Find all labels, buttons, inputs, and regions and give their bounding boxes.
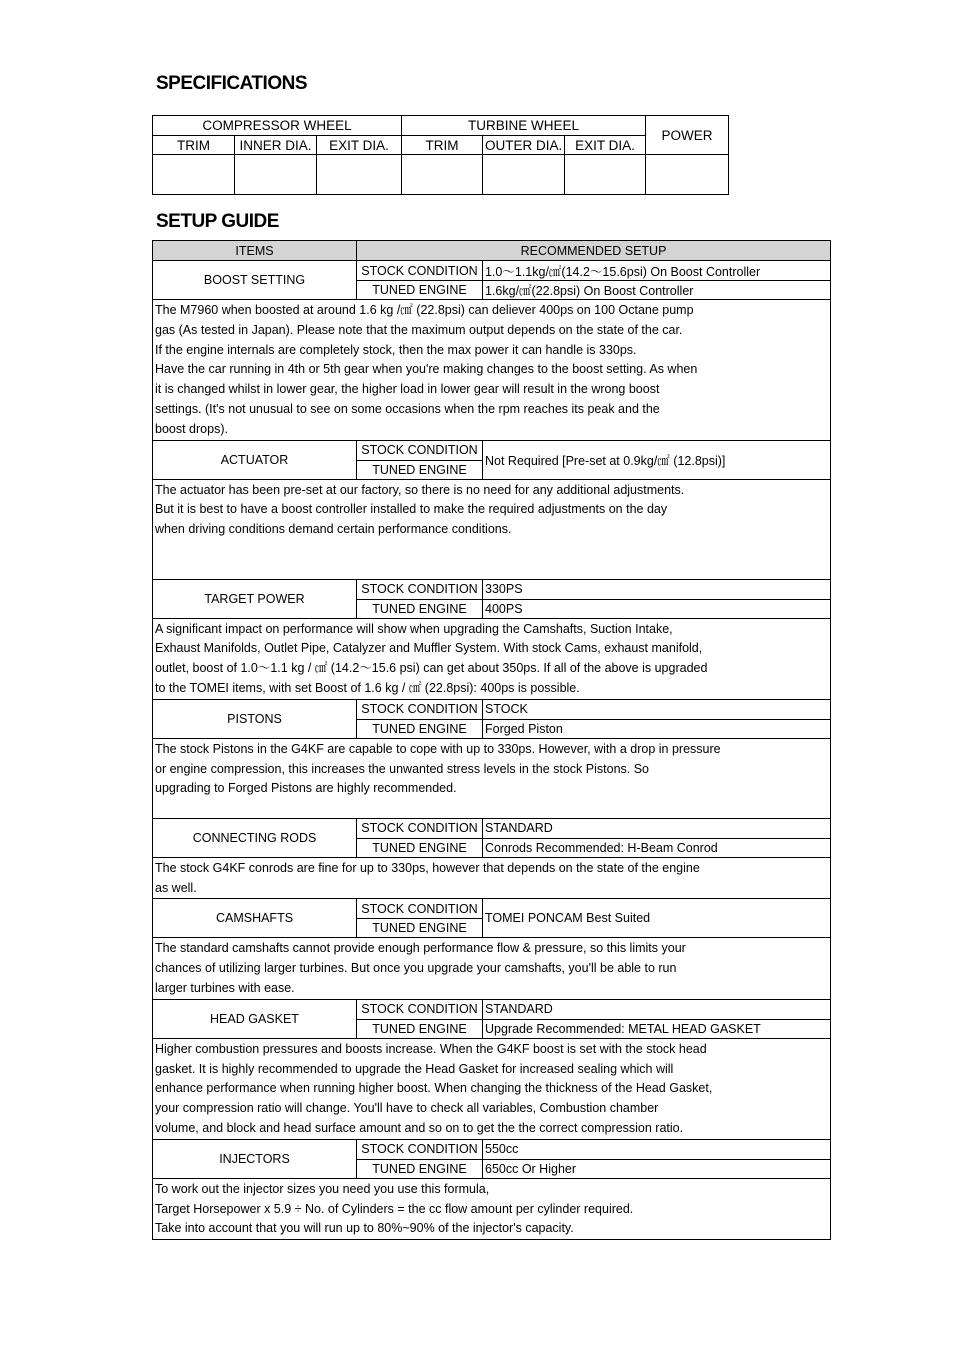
specifications-title: SPECIFICATIONS	[156, 73, 307, 94]
connecting-rods-notes	[153, 857, 831, 899]
item-target-power: TARGET POWER	[153, 579, 357, 618]
note-line: outlet, boost of 1.0～1.1 kg / ㎠ (14.2～15.6 psi) can get about 350ps. If all of the above is upgraded	[155, 661, 708, 676]
note-line: gas (As tested in Japan). Please note that the maximum output depends on the state of the car.	[155, 322, 683, 337]
note-line: it is changed whilst in lower gear, the higher load in lower gear will result in the wrong boost	[155, 382, 660, 397]
note-line: volume, and block and head surface amount and so on to get the the correct compression ratio.	[155, 1120, 684, 1135]
boost-setting-tuned-value: 1.6kg/㎠(22.8psi) On Boost Controller	[483, 281, 831, 300]
items-header: ITEMS	[153, 241, 357, 261]
turbine-outer-dia-value	[483, 155, 565, 195]
tuned-engine-label: TUNED ENGINE	[357, 719, 483, 738]
note-line: The stock Pistons in the G4KF are capable to cope with up to 330ps. However, with a drop in pressure	[155, 741, 721, 756]
note-line: when driving conditions demand certain performance conditions.	[155, 522, 512, 537]
note-line: enhance performance when running higher boost. When changing the thickness of the Head Gasket,	[155, 1081, 713, 1096]
setup-guide-title: SETUP GUIDE	[156, 211, 279, 232]
note-line: Exhaust Manifolds, Outlet Pipe, Catalyzer and Muffler System. With stock Cams, exhaust manifold,	[155, 641, 703, 656]
stock-condition-label: STOCK CONDITION	[357, 1139, 483, 1159]
tuned-engine-label: TUNED ENGINE	[357, 460, 483, 479]
note-line: or engine compression, this increases the unwanted stress levels in the stock Pistons. So	[155, 761, 650, 776]
boost-setting-stock-value: 1.0～1.1kg/㎠(14.2～15.6psi) On Boost Controller	[483, 261, 831, 281]
stock-condition-label: STOCK CONDITION	[357, 261, 483, 281]
stock-condition-label: STOCK CONDITION	[357, 899, 483, 919]
compressor-trim-header: TRIM	[153, 136, 235, 155]
compressor-inner-dia-value	[235, 155, 317, 195]
stock-condition-label: STOCK CONDITION	[357, 440, 483, 460]
turbine-wheel-header: TURBINE WHEEL	[402, 116, 646, 136]
pistons-tuned-value: Forged Piston	[483, 719, 831, 738]
item-connecting-rods: CONNECTING RODS	[153, 818, 357, 857]
pistons-stock-value: STOCK	[483, 699, 831, 719]
target-power-tuned-value: 400PS	[483, 599, 831, 618]
connecting-rods-stock-value: STANDARD	[483, 818, 831, 838]
setup-guide-table	[152, 240, 831, 1240]
target-power-notes	[153, 618, 831, 699]
note-line: to the TOMEI items, with set Boost of 1.6 kg / ㎠ (22.8psi): 400ps is possible.	[155, 680, 580, 695]
turbine-exit-dia-header: EXIT DIA.	[565, 136, 646, 155]
stock-condition-label: STOCK CONDITION	[357, 999, 483, 1019]
stock-condition-label: STOCK CONDITION	[357, 818, 483, 838]
head-gasket-tuned-value: Upgrade Recommended: METAL HEAD GASKET	[483, 1019, 831, 1038]
target-power-stock-value: 330PS	[483, 579, 831, 599]
recommended-setup-header: RECOMMENDED SETUP	[357, 241, 831, 261]
note-line: The M7960 when boosted at around 1.6 kg /㎠ (22.8psi) can deliever 400ps on 100 Octane pump	[155, 303, 694, 317]
compressor-exit-dia-header: EXIT DIA.	[317, 136, 402, 155]
stock-condition-label: STOCK CONDITION	[357, 699, 483, 719]
note-line: The standard camshafts cannot provide enough performance flow & pressure, so this limits your	[155, 941, 686, 956]
actuator-value: Not Required [Pre-set at 0.9kg/㎠ (12.8psi)]	[483, 440, 831, 479]
note-line: chances of utilizing larger turbines. But once you upgrade your camshafts, you'll be able to run	[155, 961, 677, 976]
item-camshafts: CAMSHAFTS	[153, 899, 357, 938]
note-line: A significant impact on performance will show when upgrading the Camshafts, Suction Intake,	[155, 621, 673, 636]
item-actuator: ACTUATOR	[153, 440, 357, 479]
injectors-stock-value: 550cc	[483, 1139, 831, 1159]
note-line: settings. (It's not unusual to see on some occasions when the rpm reaches its peak and the	[155, 401, 660, 416]
tuned-engine-label: TUNED ENGINE	[357, 919, 483, 938]
note-line: Take into account that you will run up to 80%~90% of the injector's capacity.	[155, 1221, 574, 1236]
connecting-rods-tuned-value: Conrods Recommended: H-Beam Conrod	[483, 838, 831, 857]
specifications-table	[152, 115, 729, 195]
turbine-trim-value	[402, 155, 483, 195]
compressor-exit-dia-value	[317, 155, 402, 195]
turbine-outer-dia-header: OUTER DIA.	[483, 136, 565, 155]
note-line: Higher combustion pressures and boosts increase. When the G4KF boost is set with the stock head	[155, 1041, 707, 1056]
turbine-exit-dia-value	[565, 155, 646, 195]
head-gasket-notes	[153, 1038, 831, 1139]
power-header: POWER	[646, 116, 729, 155]
note-line: But it is best to have a boost controller installed to make the required adjustments on the day	[155, 502, 668, 517]
tuned-engine-label: TUNED ENGINE	[357, 281, 483, 300]
compressor-wheel-header: COMPRESSOR WHEEL	[153, 116, 402, 136]
tuned-engine-label: TUNED ENGINE	[357, 838, 483, 857]
note-line: your compression ratio will change. You'll have to check all variables, Combustion chamber	[155, 1101, 659, 1116]
boost-setting-notes	[153, 300, 831, 441]
compressor-inner-dia-header: INNER DIA.	[235, 136, 317, 155]
note-line: The actuator has been pre-set at our factory, so there is no need for any additional adjustments.	[155, 482, 685, 497]
compressor-trim-value	[153, 155, 235, 195]
note-line: larger turbines with ease.	[155, 980, 295, 995]
note-line: boost drops).	[155, 421, 228, 436]
pistons-notes	[153, 738, 831, 818]
stock-condition-label: STOCK CONDITION	[357, 579, 483, 599]
item-head-gasket: HEAD GASKET	[153, 999, 357, 1038]
note-line: To work out the injector sizes you need you use this formula,	[155, 1181, 490, 1196]
note-line: Target Horsepower x 5.9 ÷ No. of Cylinders = the cc flow amount per cylinder required.	[155, 1201, 634, 1216]
note-line: If the engine internals are completely stock, then the max power it can handle is 330ps.	[155, 342, 637, 357]
camshafts-value: TOMEI PONCAM Best Suited	[483, 899, 831, 938]
camshafts-notes	[153, 938, 831, 999]
note-line: as well.	[155, 880, 197, 895]
actuator-notes	[153, 479, 831, 579]
note-line: gasket. It is highly recommended to upgrade the Head Gasket for increased sealing which will	[155, 1061, 674, 1076]
head-gasket-stock-value: STANDARD	[483, 999, 831, 1019]
note-line: upgrading to Forged Pistons are highly recommended.	[155, 781, 457, 796]
item-injectors: INJECTORS	[153, 1139, 357, 1178]
turbine-trim-header: TRIM	[402, 136, 483, 155]
tuned-engine-label: TUNED ENGINE	[357, 1019, 483, 1038]
note-line: Have the car running in 4th or 5th gear when you're making changes to the boost setting. As when	[155, 362, 698, 377]
injectors-notes	[153, 1178, 831, 1239]
item-pistons: PISTONS	[153, 699, 357, 738]
item-boost-setting: BOOST SETTING	[153, 261, 357, 300]
tuned-engine-label: TUNED ENGINE	[357, 599, 483, 618]
note-line: The stock G4KF conrods are fine for up to 330ps, however that depends on the state of the engine	[155, 860, 700, 875]
tuned-engine-label: TUNED ENGINE	[357, 1159, 483, 1178]
power-value	[646, 155, 729, 195]
injectors-tuned-value: 650cc Or Higher	[483, 1159, 831, 1178]
